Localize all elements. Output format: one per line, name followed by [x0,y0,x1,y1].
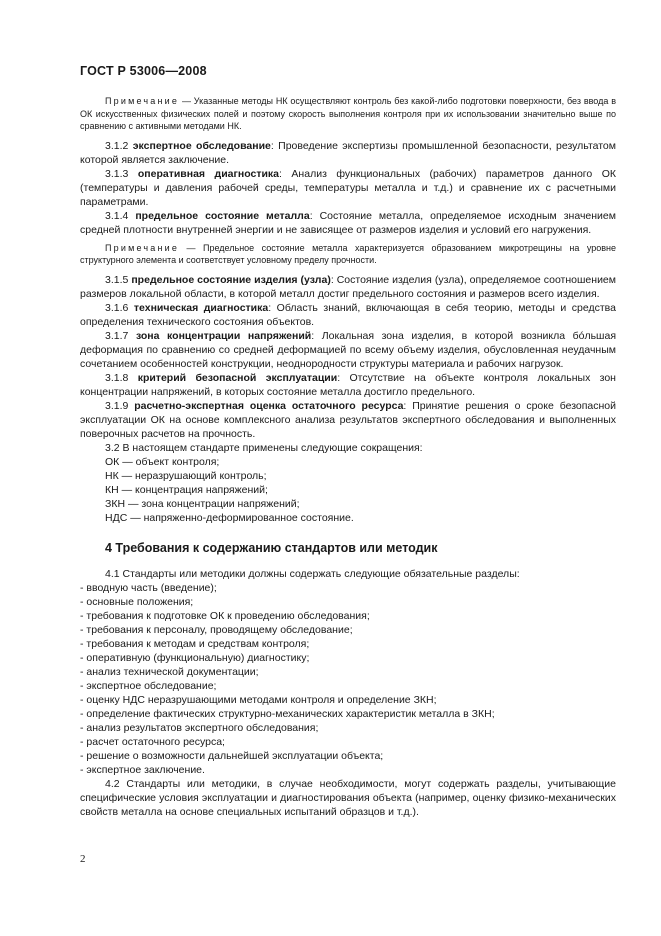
clause-4-2: 4.2 Стандарты или методики, в случае необходимости, могут содержать разделы, учитывающие специфические условия эксплуатации и диагностирования объекта (например, оценку физико-механических свойств металла на основе специальных испытаний образцов и т.д.). [80,777,616,818]
list-item: - экспертное заключение. [80,763,205,776]
list-item: - требования к персоналу, проводящему обследование; [80,623,353,636]
clause-number: 3.1.5 [105,273,132,286]
definition-text: : Область знаний, включающая в себя теорию, методы и средства определения технического состояния объектов. [80,301,616,328]
note-1 [80,95,616,133]
clause-number: 3.1.7 [105,329,136,342]
clause-number: 3.1.2 [105,139,133,152]
note-text: — Указанные методы НК осуществляют контроль без какой-либо подготовки поверхности, без ввода в ОК искусственных физических полей и поэтому скорость выполнения контроля при их использовании значительно выше по сравнению с активными методами НК. [80,96,616,131]
list-item: - экспертное обследование; [80,679,217,692]
required-sections-list [80,581,616,777]
abbreviation-item: ЗКН — зона концентрации напряжений; [105,497,300,510]
note-text: — Предельное состояние металла характеризуется образованием микротрещины на уровне структурного элемента и соответствует условному пределу прочности. [80,242,616,265]
abbreviation-item: КН — концентрация напряжений; [105,483,268,496]
clause-3-2: 3.2 В настоящем стандарте применены следующие сокращения: [105,441,423,454]
definition-3-1-8 [80,371,616,399]
term: оперативная диагностика [137,167,280,180]
abbreviation-item: НДС — напряженно-деформированное состояние. [105,511,354,524]
clause-number: 3.1.6 [105,301,134,314]
list-item: - определение фактических структурно-механических характеристик металла в ЗКН; [80,707,495,720]
definition-text: : Анализ функциональных (рабочих) параметров данного ОК (температуры и давления рабочей среды, температуры металла и т.д.) и сравнение их с расчетными параметрами. [80,167,616,208]
abbreviation-item: НК — неразрушающий контроль; [105,469,267,482]
definition-3-1-3 [80,167,616,209]
definition-3-1-2 [80,139,616,167]
list-item: - решение о возможности дальнейшей эксплуатации объекта; [80,749,384,762]
definition-text: : Отсутствие на объекте контроля локальных зон концентрации напряжений, в которых состояние металла достигло предельного. [80,371,616,398]
definition-3-1-6 [80,301,616,329]
list-item: - оперативную (функциональную) диагностику; [80,651,310,664]
definition-3-1-9 [80,399,616,441]
definition-3-1-4 [80,209,616,237]
definition-3-1-5 [80,273,616,301]
note-2 [80,242,616,267]
page-number: 2 [80,853,86,865]
term: предельное состояние изделия (узла) [131,273,331,286]
clause-number: 3.1.3 [105,167,138,180]
definition-text: : Принятие решения о сроке безопасной эксплуатации ОК на основе комплексного анализа результатов экспертного обследования и выполненных поверочных расчетов на прочность. [80,399,617,440]
note-label: Примечание [105,96,180,106]
standard-header: ГОСТ Р 53006—2008 [80,64,207,78]
clause-4-1: 4.1 Стандарты или методики должны содержать следующие обязательные разделы: [105,567,520,580]
term: техническая диагностика [133,301,269,314]
list-item: - анализ технической документации; [80,665,259,678]
term: зона концентрации напряжений [135,329,312,342]
definition-text: : Проведение экспертизы промышленной безопасности, результатом которой является заключение. [80,139,616,166]
clause-number: 3.1.4 [105,209,136,222]
note-label: Примечание [105,242,180,253]
list-item: - анализ результатов экспертного обследования; [80,721,319,734]
section-4-heading: 4 Требования к содержанию стандартов или методик [105,540,438,555]
list-item: - расчет остаточного ресурса; [80,735,225,748]
list-item: - требования к подготовке ОК к проведению обследования; [80,609,370,622]
list-item: - оценку НДС неразрушающими методами контроля и определение ЗКН; [80,693,437,706]
definition-text: : Состояние изделия (узла), определяемое соотношением размеров локальной области, в которой металл достиг предельного состояния и размеров всего изделия. [80,273,616,300]
term: экспертное обследование [132,139,271,152]
definition-3-1-7 [80,329,616,371]
definition-text: : Локальная зона изделия, в которой возникла бóльшая деформация по сравнению со средней деформацией по всему объему изделия, обусловленная неудачным сочетанием особенностей конструкции, неоднородности структуры материала и рабочих нагрузок. [80,329,617,370]
list-item: - требования к методам и средствам контроля; [80,637,310,650]
abbreviation-item: ОК — объект контроля; [105,455,220,468]
document-body [80,95,616,819]
term: предельное состояние металла [135,209,310,222]
definition-text: : Состояние металла, определяемое исходным значением средней плотности внутренней энергии и не зависящее от размеров изделия и условий его нагружения. [80,209,616,236]
term: критерий безопасной эксплуатации [137,371,338,384]
term: расчетно-экспертная оценка остаточного ресурса [134,399,404,412]
list-item: - основные положения; [80,595,194,608]
clause-number: 3.1.8 [105,371,138,384]
clause-number: 3.1.9 [105,399,135,412]
list-item: - вводную часть (введение); [80,581,217,594]
